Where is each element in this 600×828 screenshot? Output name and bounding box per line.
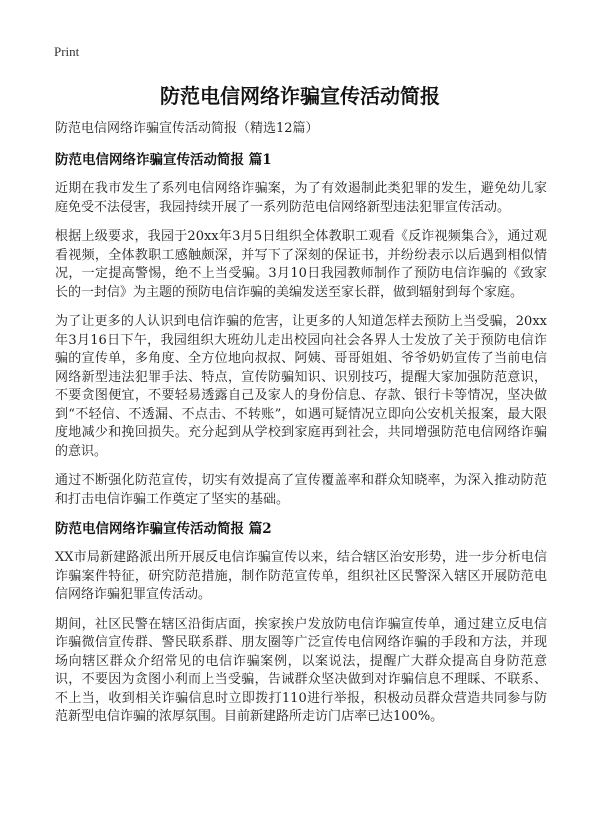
section-heading: 防范电信网络诈骗宣传活动简报 篇2: [55, 521, 272, 537]
article-subtitle: 防范电信网络诈骗宣传活动简报（精选12篇）: [55, 121, 319, 136]
section-heading: 防范电信网络诈骗宣传活动简报 篇1: [55, 152, 272, 168]
section-2: [55, 520, 547, 727]
paragraph: 近期在我市发生了系列电信网络诈骗案，为了有效遏制此类犯罪的发生，避免幼儿家庭免受不法侵害，我园持续开展了一系列防范电信网络新型违法犯罪宣传活动。: [55, 181, 547, 215]
paragraph: XX市局新建路派出所开展反电信诈骗宣传以来，结合辖区治安形势，进一步分析电信诈骗案件特征，研究防范措施，制作防范宣传单，组织社区民警深入辖区开展防范电信网络诈骗犯罪宣传活动。: [55, 550, 547, 602]
article-body: [55, 120, 547, 738]
paragraph: 为了让更多的人认识到电信诈骗的危害，让更多的人知道怎样去预防上当受骗，20xx年3月16日下午，我园组织大班幼儿走出校园向社会各界人士发放了关于预防电信诈骗的宣传单，多角度、全方位地向叔叔、阿姨、哥哥姐姐、爷爷奶奶宣传了当前电信网络新型违法犯罪手法、特点，宣传防骗知识、识别技巧，提醒大家加强防范意识，不要贪图便宜，不要轻易透露自己及家人的身份信息、存款、银行卡等情况，坚决做到“不轻信、不透漏、不点击、不转账”，如遇可疑情况立即向公安机关报案，最大限度地减少和挽回损失。充分起到从学校到家庭再到社会，共同增强防范电信网络诈骗的意识。: [55, 314, 547, 459]
page-title: 防范电信网络诈骗宣传活动简报: [160, 84, 440, 108]
section-1: [55, 151, 547, 509]
paragraph: 根据上级要求，我园于20xx年3月5日组织全体教职工观看《反诈视频集合》，通过观看视频，全体教职工感触颇深，并写下了深刻的保证书，并纷纷表示以后遇到相似情况，一定提高警惕，绝不上当受骗。3月10日我园教师制作了预防电信诈骗的《致家长的一封信》为主题的预防电信诈骗的美编发送至家长群，做到辐射到每个家庭。: [55, 229, 547, 300]
paragraph: 通过不断强化防范宣传，切实有效提高了宣传覆盖率和群众知晓率，为深入推动防范和打击电信诈骗工作奠定了坚实的基础。: [55, 473, 547, 507]
paragraph: 期间，社区民警在辖区沿街店面，挨家挨户发放防电信诈骗宣传单，通过建立反电信诈骗微信宣传群、警民联系群、朋友圈等广泛宣传电信网络诈骗的手段和方法，并现场向辖区群众介绍常见的电信诈骗案例，以案说法，提醒广大群众提高自身防范意识，不要因为贪图小利而上当受骗，告诫群众坚决做到对诈骗信息不理睬、不联系、不上当，收到相关诈骗信息时立即拨打110进行举报，积极动员群众营造共同参与防范新型电信诈骗的浓厚氛围。目前新建路所走访门店率已达100%。: [55, 616, 547, 724]
print-link[interactable]: Print: [54, 44, 80, 59]
